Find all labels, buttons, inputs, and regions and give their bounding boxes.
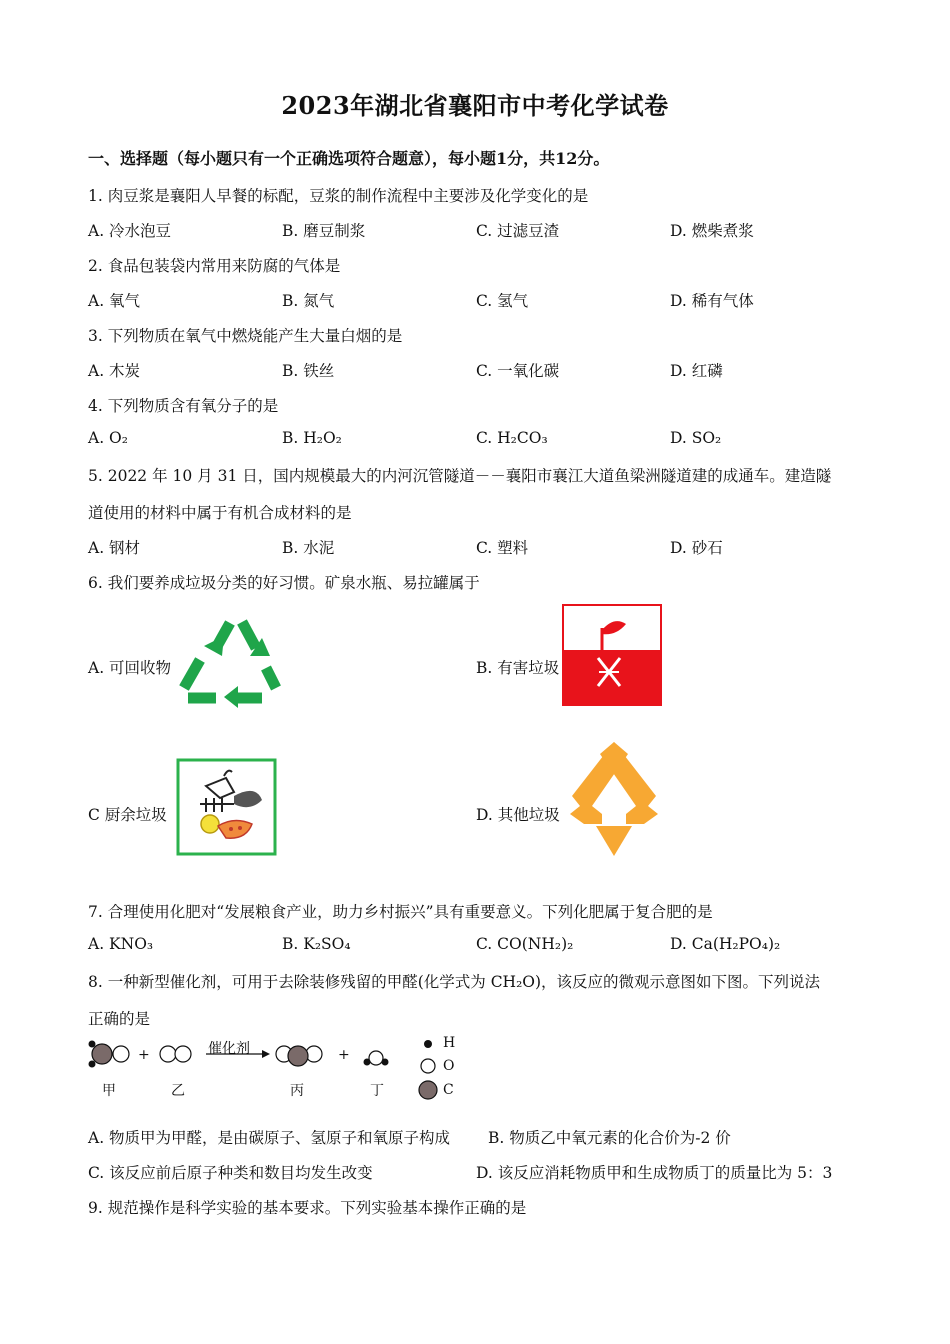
q6-option-c: C 厨余垃圾 [88, 806, 167, 824]
legend-h-label: H [443, 1035, 456, 1051]
q5-option-a: A. 钢材 [88, 539, 141, 557]
q7-option-b: B. K₂SO₄ [282, 935, 351, 953]
q4-option-a: A. O₂ [88, 429, 128, 447]
question-4-stem: 4. 下列物质含有氧分子的是 [88, 397, 279, 415]
q8-option-c: C. 该反应前后原子种类和数目均发生改变 [88, 1164, 373, 1182]
q4-option-c: C. H₂CO₃ [476, 429, 548, 447]
legend-o-symbol [421, 1059, 435, 1073]
q4-option-d: D. SO₂ [670, 429, 722, 447]
q2-option-a: A. 氧气 [88, 292, 141, 310]
question-5-stem-line2: 道使用的材料中属于有机合成材料的是 [88, 504, 352, 522]
q6-option-a: A. 可回收物 [88, 659, 172, 677]
q1-option-d: D. 燃柴煮浆 [670, 222, 754, 240]
q3-option-a: A. 木炭 [88, 362, 141, 380]
q7-option-c: C. CO(NH₂)₂ [476, 935, 574, 953]
question-9-stem: 9. 规范操作是科学实验的基本要求。下列实验基本操作正确的是 [88, 1199, 527, 1217]
q7-option-a: A. KNO₃ [88, 935, 154, 953]
q8-option-b: B. 物质乙中氧元素的化合价为-2 价 [488, 1129, 731, 1147]
molecule-ding [364, 1051, 389, 1066]
q7-option-d: D. Ca(H₂PO₄)₂ [670, 935, 781, 953]
q5-option-b: B. 水泥 [282, 539, 335, 557]
recycle-icon [176, 608, 288, 708]
legend-c-label: C [443, 1082, 454, 1098]
question-8-stem-line2: 正确的是 [88, 1010, 151, 1028]
reaction-diagram [84, 1034, 464, 1104]
molecule-yi [160, 1046, 191, 1062]
other-waste-icon [562, 740, 666, 860]
question-5-stem-line1: 5. 2022 年 10 月 31 日，国内规模最大的内河沉管隧道－－襄阳市襄江大道鱼梁洲隧道建的成通车。建造隧 [88, 467, 832, 485]
molecule-jia [89, 1041, 130, 1068]
legend-c-symbol [419, 1081, 437, 1099]
hazard-waste-icon [562, 604, 662, 706]
q3-option-d: D. 红磷 [670, 362, 723, 380]
question-8-stem-line1: 8. 一种新型催化剂，可用于去除装修残留的甲醛(化学式为 CH₂O)，该反应的微观示意图如下图。下列说法 [88, 973, 821, 991]
q6-option-d: D. 其他垃圾 [476, 806, 560, 824]
question-2-stem: 2. 食品包装袋内常用来防腐的气体是 [88, 257, 341, 275]
question-3-stem: 3. 下列物质在氧气中燃烧能产生大量白烟的是 [88, 327, 403, 345]
catalyst-label: 催化剂 [208, 1041, 250, 1057]
q5-option-c: C. 塑料 [476, 539, 529, 557]
q1-option-b: B. 磨豆制浆 [282, 222, 366, 240]
q3-option-c: C. 一氧化碳 [476, 362, 560, 380]
label-ding: 丁 [370, 1083, 384, 1099]
legend-o-label: O [443, 1058, 455, 1074]
label-jia: 甲 [102, 1083, 116, 1099]
q6-option-b: B. 有害垃圾 [476, 659, 560, 677]
question-7-stem: 7. 合理使用化肥对“发展粮食产业，助力乡村振兴”具有重要意义。下列化肥属于复合肥的是 [88, 903, 713, 921]
q5-option-d: D. 砂石 [670, 539, 723, 557]
plus-sign-1: + [138, 1047, 150, 1063]
question-1-stem: 1. 肉豆浆是襄阳人早餐的标配，豆浆的制作流程中主要涉及化学变化的是 [88, 187, 589, 205]
q1-option-a: A. 冷水泡豆 [88, 222, 172, 240]
q1-option-c: C. 过滤豆渣 [476, 222, 560, 240]
plus-sign-2: + [338, 1047, 350, 1063]
q4-option-b: B. H₂O₂ [282, 429, 342, 447]
q8-option-a: A. 物质甲为甲醛，是由碳原子、氢原子和氧原子构成 [88, 1129, 451, 1147]
label-yi: 乙 [171, 1083, 185, 1099]
question-6-stem: 6. 我们要养成垃圾分类的好习惯。矿泉水瓶、易拉罐属于 [88, 574, 480, 592]
q8-option-d: D. 该反应消耗物质甲和生成物质丁的质量比为 5：3 [476, 1164, 833, 1182]
q2-option-c: C. 氢气 [476, 292, 529, 310]
label-bing: 丙 [290, 1083, 304, 1099]
legend-h-symbol [424, 1040, 432, 1048]
kitchen-waste-icon [176, 758, 277, 856]
section-heading: 一、选择题（每小题只有一个正确选项符合题意），每小题1分，共12分。 [88, 149, 610, 168]
q3-option-b: B. 铁丝 [282, 362, 335, 380]
molecule-bing [276, 1046, 322, 1066]
q2-option-d: D. 稀有气体 [670, 292, 754, 310]
q2-option-b: B. 氮气 [282, 292, 335, 310]
page-title: 2023年湖北省襄阳市中考化学试卷 [281, 91, 669, 120]
